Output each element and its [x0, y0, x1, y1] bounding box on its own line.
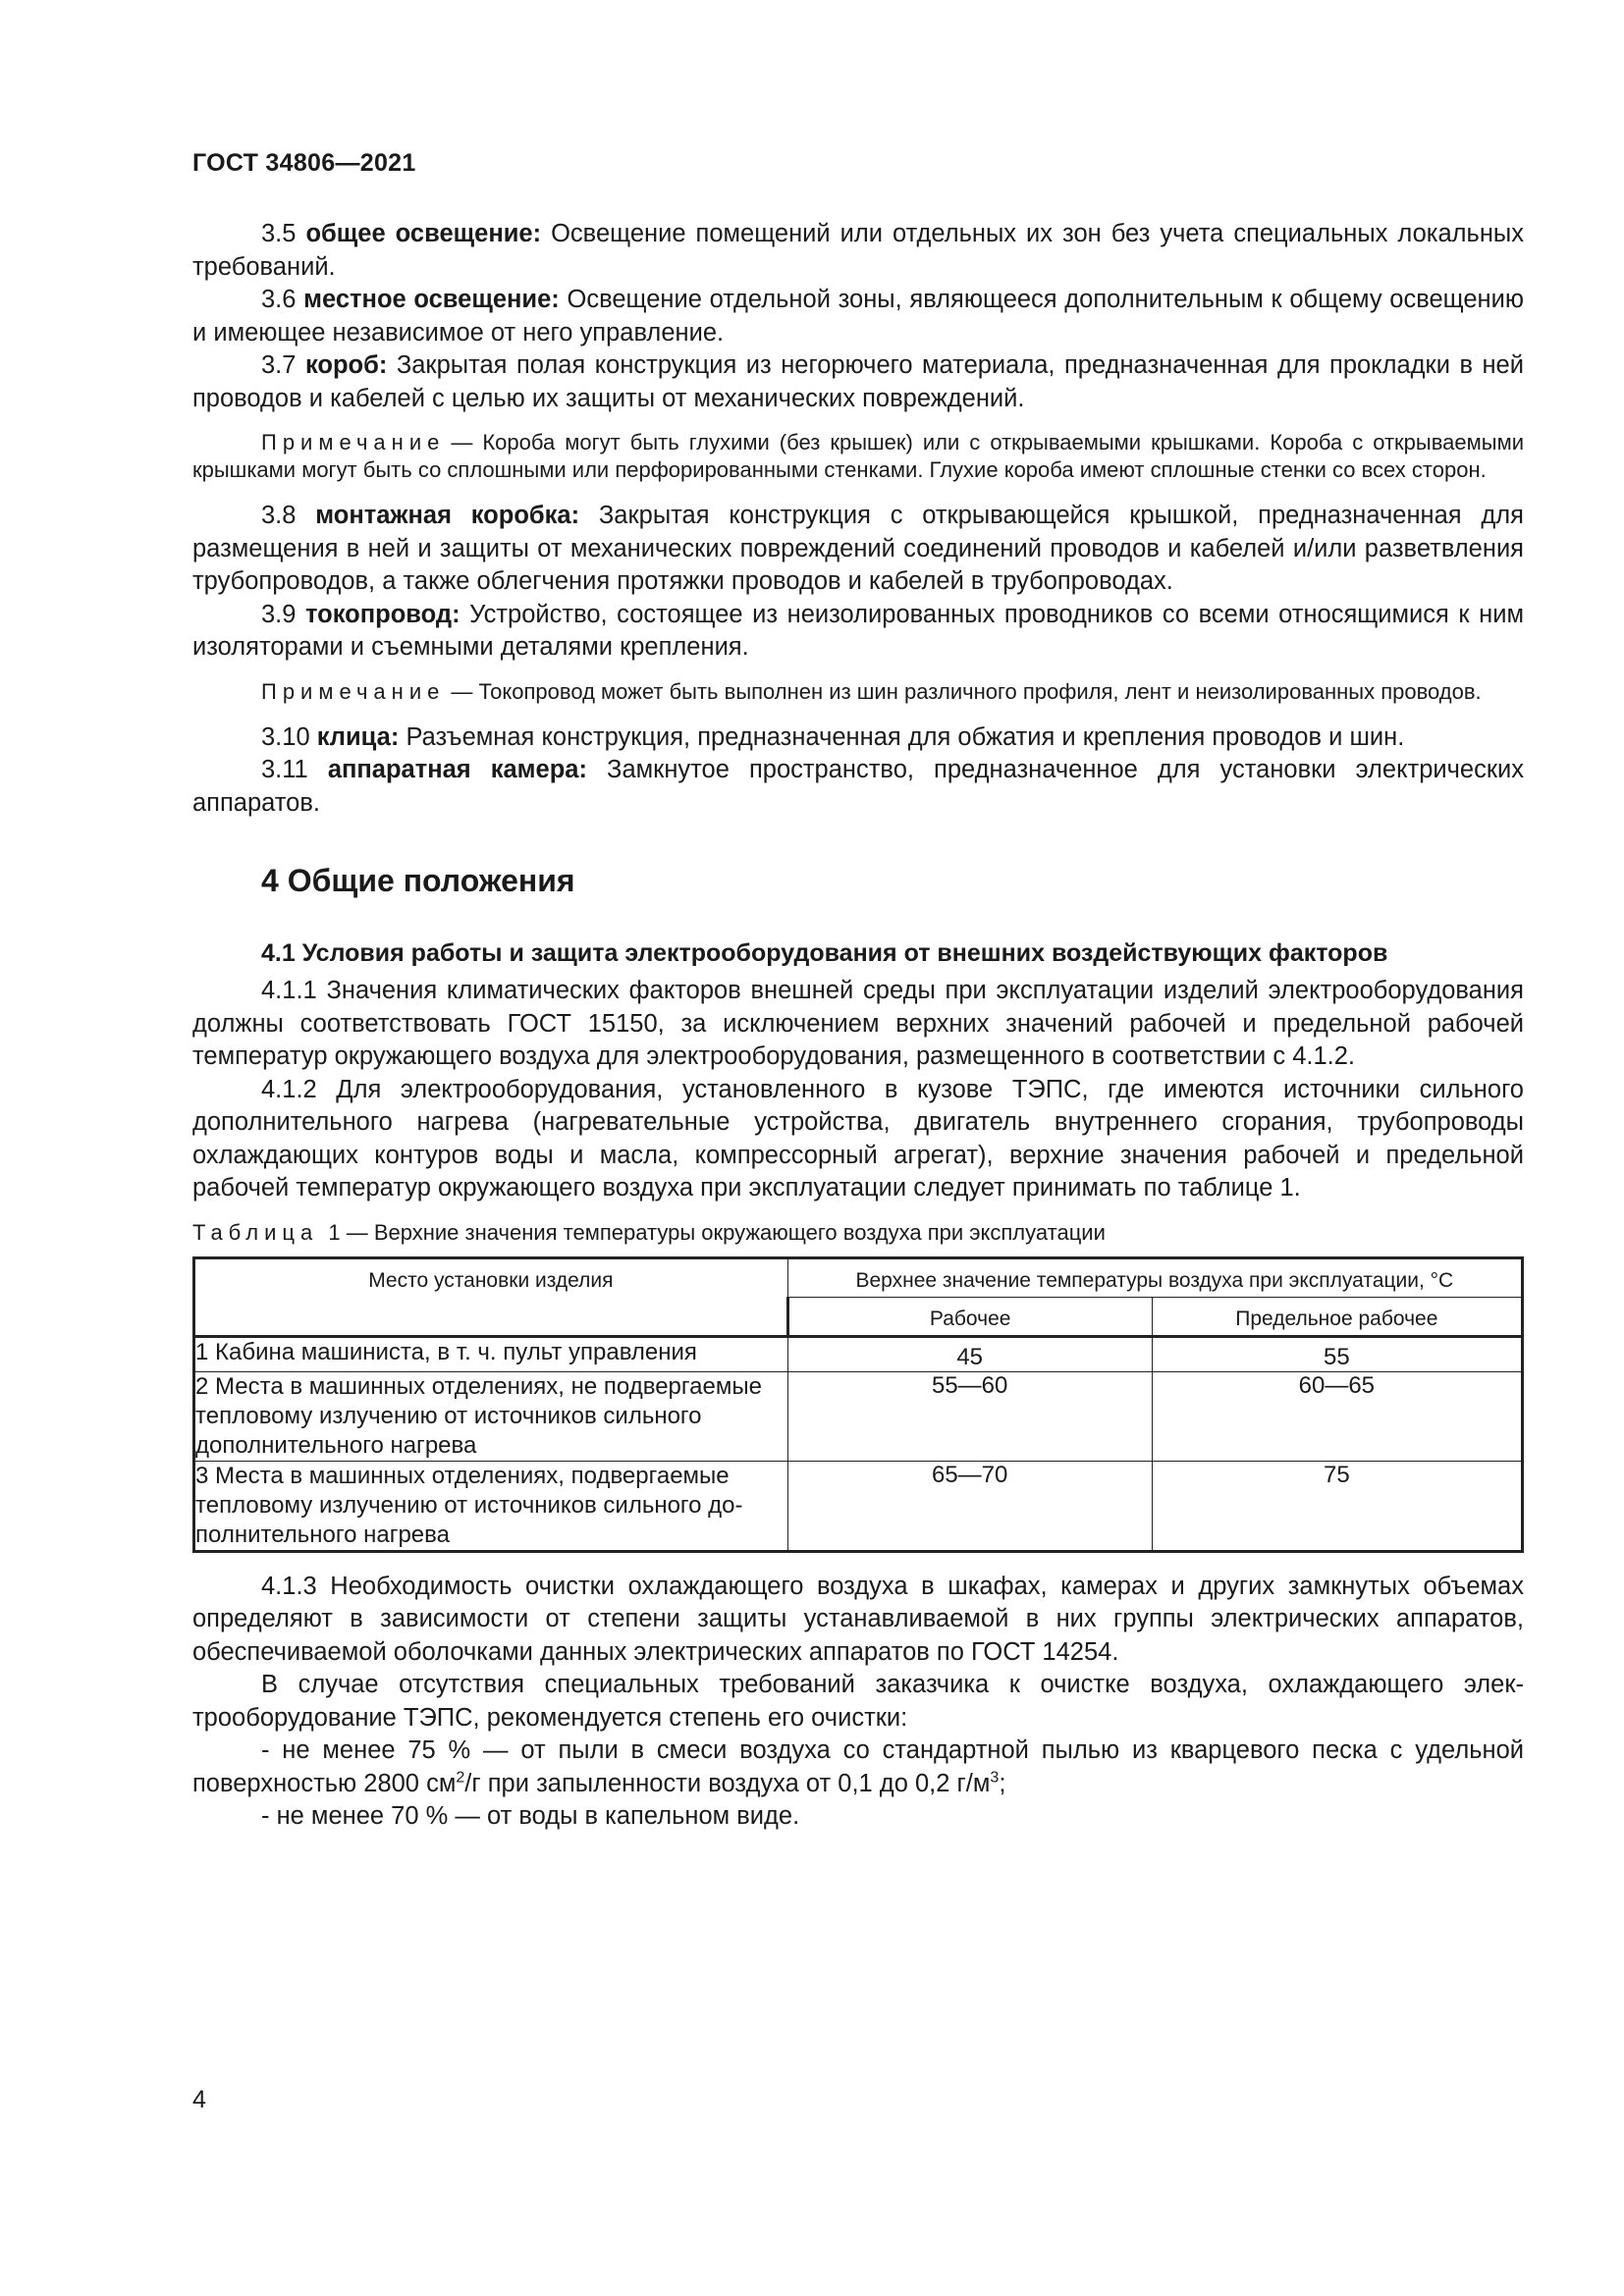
table-row — [194, 1461, 1523, 1551]
temperature-table — [192, 1256, 1524, 1553]
definition-3-6 — [192, 284, 1524, 349]
clause-number: 3.5 — [261, 220, 297, 247]
section-4-heading: 4 Общие положения — [261, 863, 575, 898]
cell-limit: 75 — [1152, 1461, 1522, 1551]
term: аппаратная камера: — [327, 756, 587, 783]
note-label: Примечание — [261, 430, 446, 454]
header-temperature: Верхнее значение температуры воздуха при эксплуатации, °С — [787, 1257, 1522, 1297]
definition-text: Освещение отдельной зоны, являющееся дополнительным к общему освещению и имеющее независимое от него управление. — [192, 286, 1524, 347]
definition-3-8 — [192, 500, 1524, 599]
definition-3-10 — [192, 721, 1524, 755]
header-place: Место установки изделия — [194, 1257, 788, 1336]
bullet-text: /г при запыленности воздуха от 0,1 до 0,2 г/м — [464, 1769, 991, 1797]
subsection-4-1-heading: 4.1 Условия работы и защита электрооборудования от внешних воздействующих факторов — [261, 939, 1388, 967]
cell-place: 1 Кабина машиниста, в т. ч. пульт управления — [194, 1336, 788, 1371]
superscript: 2 — [456, 1769, 465, 1786]
note-text: — Короба могут быть глухими (без крышек) или с открываемыми крышками. Короба с открываемыми крышками могут быть со сплошными или перфорированными стенками. Глухие короба имеют сплошные стенки со всех сторон. — [192, 430, 1524, 482]
table-caption-label: Таблица — [192, 1219, 319, 1245]
clause-number: 3.9 — [261, 600, 297, 628]
page-content — [192, 218, 1524, 1834]
term: общее освещение: — [305, 220, 542, 247]
paragraph-4-1-2: 4.1.2 Для электрооборудования, установленного в кузове ТЭПС, где имеются источники сильного дополнительного нагрева (нагревательные устройства, двигатель внутреннего сгорания, трубопроводы охлаждающих контуров воды и масла, компрессорный агрегат), верхние значения рабочей и предельной рабочей температур окружающего воздуха при эксплуатации следует принимать по таблице 1. — [192, 1075, 1524, 1201]
cell-working: 55—60 — [787, 1371, 1152, 1461]
definition-3-9 — [192, 599, 1524, 665]
standard-code-header: ГОСТ 34806—2021 — [192, 149, 416, 177]
table-row — [194, 1336, 1523, 1371]
paragraph-4-1-3: 4.1.3 Необходимость очистки охлаждающего воздуха в шкафах, камерах и других замкнутых объемах определяют в зависимости от степени защиты устанавливаемой в них группы электрических аппаратов, обеспечиваемой оболочками данных электрических аппаратов по ГОСТ 14254. — [192, 1572, 1524, 1666]
definition-text: Освещение помещений или отдельных их зон без учета специальных локальных требований. — [192, 220, 1524, 281]
bullet-text: - не менее 75 % — от пыли в смеси воздуха со стандартной пылью из кварцевого песка с удельной поверхностью 2800 см — [192, 1736, 1524, 1797]
definition-text: Закрытая конструкция с открывающейся крышкой, предназначенная для размещения в ней и защиты от механических повреждений соединений проводов и кабелей и/или разветвления трубопроводов, а также облегчения протяжки проводов и кабелей в трубопроводах. — [192, 502, 1524, 595]
note-label: Примечание — [261, 678, 446, 704]
table-row — [194, 1371, 1523, 1461]
term: монтажная коробка: — [315, 502, 580, 529]
header-working: Рабочее — [787, 1297, 1152, 1336]
term: короб: — [304, 351, 388, 379]
note-busbar — [192, 678, 1524, 706]
definition-text: Устройство, состоящее из неизолированных проводников со всеми относящимися к ним изоляторами и съемными деталями крепления. — [192, 600, 1524, 661]
term: клица: — [316, 722, 400, 751]
paragraph-4-1-1: 4.1.1 Значения климатических факторов внешней среды при эксплуатации изделий электрооборудования должны соответствовать ГОСТ 15150, за исключением верхних значений рабочей и предельной рабочей температур окружающего воздуха для электрооборудования, размещенного в соответствии с 4.1.2. — [192, 977, 1524, 1070]
definition-text: Закрытая полая конструкция из негорючего материала, предназначенная для прокладки в ней проводов и кабелей с целью их защиты от механических повреждений. — [192, 351, 1524, 412]
definition-3-5 — [192, 218, 1524, 284]
cell-place: 3 Места в машинных отделениях, подвергаемые тепловому излучению от источников сильного дополнительного нагрева — [194, 1461, 788, 1551]
note-boxes — [192, 429, 1524, 484]
clause-number: 3.11 — [261, 756, 308, 783]
bullet-text: ; — [999, 1769, 1006, 1797]
superscript: 3 — [990, 1769, 1000, 1786]
definition-3-11 — [192, 754, 1524, 820]
cell-working: 65—70 — [787, 1461, 1152, 1551]
bullet-water: - не менее 70 % — от воды в капельном виде. — [261, 1802, 800, 1830]
bullet-dust — [192, 1735, 1524, 1800]
definition-3-7 — [192, 349, 1524, 415]
term: местное освещение: — [303, 286, 560, 313]
table-caption — [192, 1219, 1524, 1247]
clause-number: 3.6 — [261, 286, 297, 313]
term: токопровод: — [305, 600, 460, 628]
table-caption-text: 1 — Верхние значения температуры окружающего воздуха при эксплуатации — [328, 1219, 1106, 1245]
page-number: 4 — [192, 2086, 206, 2113]
cell-place: 2 Места в машинных отделениях, не подвергаемые тепловому излучению от источников сильного дополнительного нагрева — [194, 1371, 788, 1461]
note-text: — Токопровод может быть выполнен из шин различного профиля, лент и неизолированных проводов. — [451, 678, 1482, 704]
cell-limit: 60—65 — [1152, 1371, 1522, 1461]
definition-text: Замкнутое пространство, предназначенное для установки электрических аппаратов. — [192, 756, 1525, 817]
definition-text: Разъемная конструкция, предназначенная для обжатия и крепления проводов и шин. — [406, 722, 1405, 751]
paragraph-cleaning-degree: В случае отсутствия специальных требований заказчика к очистке воздуха, охлаждающего электрооборудование ТЭПС, рекомендуется степень его очистки: — [192, 1671, 1524, 1732]
header-limit: Предельное рабочее — [1152, 1297, 1522, 1336]
clause-number: 3.10 — [261, 722, 310, 751]
cell-working: 45 — [787, 1336, 1152, 1371]
clause-number: 3.7 — [261, 351, 297, 379]
cell-limit: 55 — [1152, 1336, 1522, 1371]
clause-number: 3.8 — [261, 502, 297, 529]
